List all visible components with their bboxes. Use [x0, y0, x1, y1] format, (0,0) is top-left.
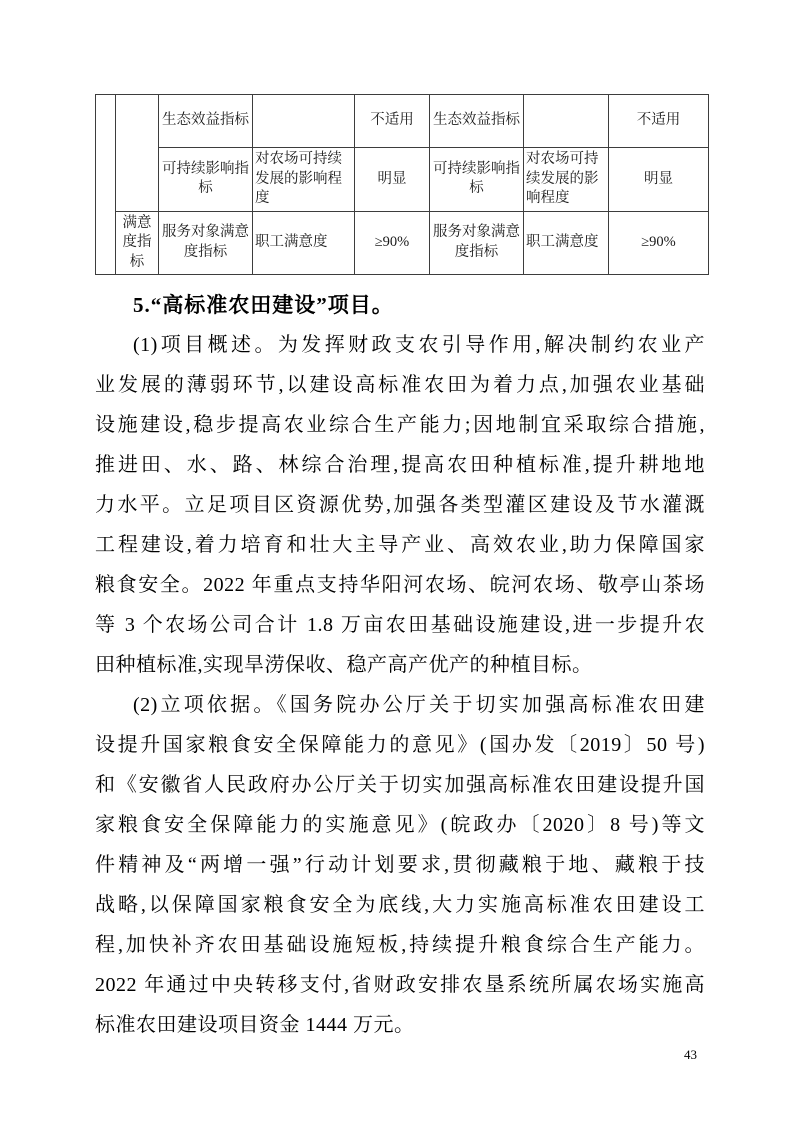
table-row — [96, 95, 709, 148]
text-line: 业发展的薄弱环节,以建设高标准农田为着力点,加强农业基础 — [95, 374, 705, 397]
section-heading: 5.“高标准农田建设”项目。 — [133, 293, 394, 318]
text-line: 田种植标准,实现旱涝保收、稳产高产优产的种植目标。 — [95, 654, 593, 677]
text-line: 程,加快补齐农田基础设施短板,持续提升粮食综合生产能力。 — [95, 934, 705, 957]
indicator-detail-cell — [524, 95, 609, 148]
text-line: 2022 年通过中央转移支付,省财政安排农垦系统所属农场实施高 — [95, 974, 705, 997]
indicator-name-cell: 可持续影响指标 — [159, 148, 253, 212]
page-content — [95, 94, 707, 1063]
page-number: 43 — [684, 1047, 697, 1063]
indicator-name-cell: 生态效益指标 — [159, 95, 253, 148]
indicator-name-cell: 服务对象满意度指标 — [430, 211, 524, 275]
indicator-value-cell: 明显 — [609, 148, 709, 212]
text-line: 工程建设,着力培育和壮大主导产业、高效农业,助力保障国家 — [95, 534, 705, 557]
text-line: 推进田、水、路、林综合治理,提高农田种植标准,提升耕地地 — [95, 454, 705, 477]
text-line: 等 3 个农场公司合计 1.8 万亩农田基础设施建设,进一步提升农 — [95, 614, 705, 637]
text-line: 家粮食安全保障能力的实施意见》(皖政办〔2020〕8 号)等文 — [95, 814, 705, 837]
text-line: 标准农田建设项目资金 1444 万元。 — [95, 1014, 415, 1037]
table-row — [96, 148, 709, 212]
text-line: 设提升国家粮食安全保障能力的意见》(国办发〔2019〕50 号) — [95, 734, 705, 757]
indicator-detail-cell: 职工满意度 — [524, 211, 609, 275]
indicator-value-cell: 明显 — [355, 148, 430, 212]
indicator-group-cell — [116, 95, 159, 212]
paragraph-project-overview — [95, 325, 707, 685]
indicator-value-cell: 不适用 — [355, 95, 430, 148]
indicator-detail-cell — [253, 95, 355, 148]
text-line: (1)项目概述。为发挥财政支农引导作用,解决制约农业产 — [133, 334, 705, 357]
indicator-detail-cell: 对农场可持续发展的影响程度 — [253, 148, 355, 212]
indicator-detail-cell: 对农场可持续发展的影响程度 — [524, 148, 609, 212]
indicator-value-cell: ≥90% — [355, 211, 430, 275]
indicator-detail-cell: 职工满意度 — [253, 211, 355, 275]
performance-indicator-table — [95, 94, 709, 275]
indicator-name-cell: 生态效益指标 — [430, 95, 524, 148]
category-group-cell — [96, 95, 116, 275]
text-line: 和《安徽省人民政府办公厅关于切实加强高标准农田建设提升国 — [95, 774, 705, 797]
text-line: 力水平。立足项目区资源优势,加强各类型灌区建设及节水灌溉 — [95, 494, 705, 517]
text-line: 件精神及“两增一强”行动计划要求,贯彻藏粮于地、藏粮于技 — [95, 854, 705, 877]
indicator-name-cell: 服务对象满意度指标 — [159, 211, 253, 275]
indicator-value-cell: 不适用 — [609, 95, 709, 148]
indicator-name-cell: 可持续影响指标 — [430, 148, 524, 212]
text-line: 战略,以保障国家粮食安全为底线,大力实施高标准农田建设工 — [95, 894, 705, 917]
paragraph-project-basis — [95, 685, 707, 1045]
text-line: (2)立项依据。《国务院办公厅关于切实加强高标准农田建 — [133, 694, 705, 717]
indicator-value-cell: ≥90% — [609, 211, 709, 275]
text-line: 粮食安全。2022 年重点支持华阳河农场、皖河农场、敬亭山茶场 — [95, 574, 705, 597]
satisfaction-group-cell: 满意度指标 — [116, 211, 159, 275]
text-line: 设施建设,稳步提高农业综合生产能力;因地制宜采取综合措施, — [95, 414, 705, 437]
table-row — [96, 211, 709, 275]
